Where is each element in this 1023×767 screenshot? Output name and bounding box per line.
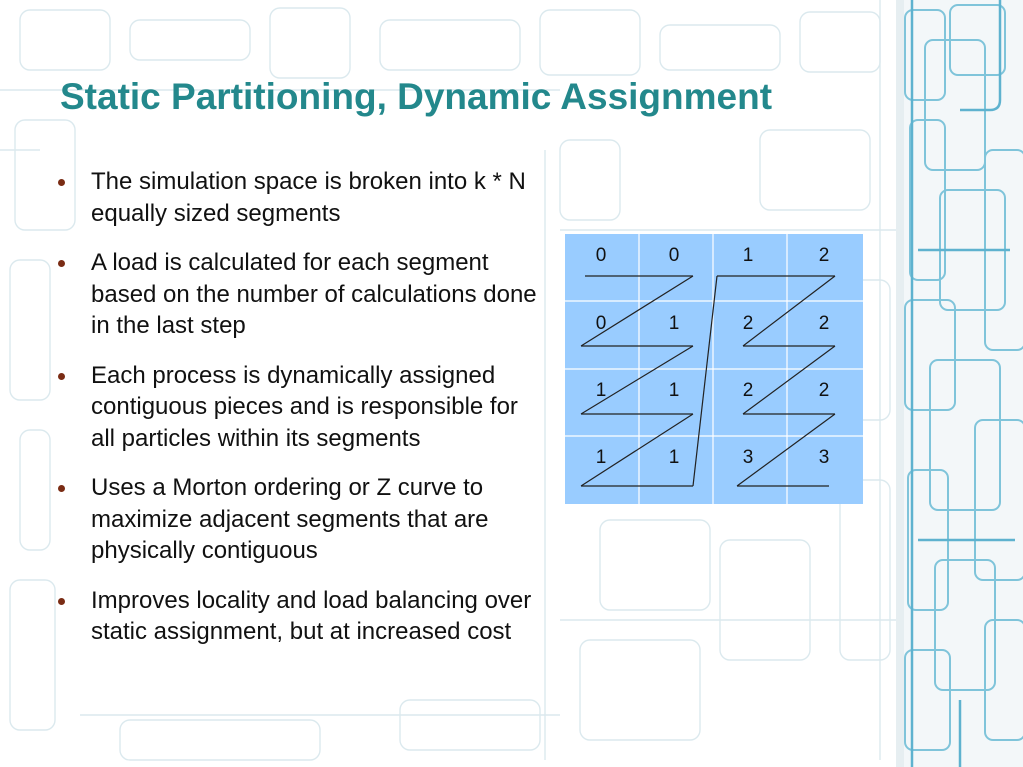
grid-cell-label: 2 <box>818 313 830 334</box>
grid-cell-label: 2 <box>818 380 830 401</box>
bullet-item <box>56 472 546 567</box>
grid-cell-label: 1 <box>595 380 607 401</box>
bullet-marker-icon <box>58 260 65 267</box>
bullet-text: Each process is dynamically assigned contiguous pieces and is responsible for all particles within its segments <box>91 361 518 452</box>
grid-cell-label: 1 <box>668 313 680 334</box>
slide-title: Static Partitioning, Dynamic Assignment <box>60 76 773 117</box>
bullet-item <box>56 585 546 648</box>
grid-cell-label: 0 <box>595 313 607 334</box>
bullet-marker-icon <box>58 598 65 605</box>
bullet-text: Improves locality and load balancing over static assignment, but at increased cost <box>91 586 532 645</box>
morton-order-grid <box>565 234 863 504</box>
grid-cell-label: 2 <box>818 245 830 266</box>
bullet-text: A load is calculated for each segment based on the number of calculations done in the last step <box>91 249 537 339</box>
bullet-item <box>56 166 546 229</box>
bullet-marker-icon <box>58 179 65 186</box>
grid-cell-label: 1 <box>742 245 754 266</box>
bullet-list <box>56 166 546 666</box>
bullet-text: The simulation space is broken into k * N equally sized segments <box>91 168 526 227</box>
grid-cell-label: 3 <box>818 447 830 468</box>
grid-cell-label: 0 <box>668 245 680 266</box>
bullet-item <box>56 360 546 455</box>
bullet-item <box>56 247 546 342</box>
bullet-marker-icon <box>58 373 65 380</box>
grid-cell-label: 2 <box>742 380 754 401</box>
grid-cell-label: 0 <box>595 245 607 266</box>
grid-cell-label: 1 <box>668 380 680 401</box>
bullet-text: Uses a Morton ordering or Z curve to maximize adjacent segments that are physically contiguous <box>91 474 489 564</box>
grid-cell-label: 2 <box>742 313 754 334</box>
bullet-marker-icon <box>58 485 65 492</box>
grid-cell-label: 1 <box>668 447 680 468</box>
grid-cell-label: 1 <box>595 447 607 468</box>
grid-cell-label: 3 <box>742 447 754 468</box>
